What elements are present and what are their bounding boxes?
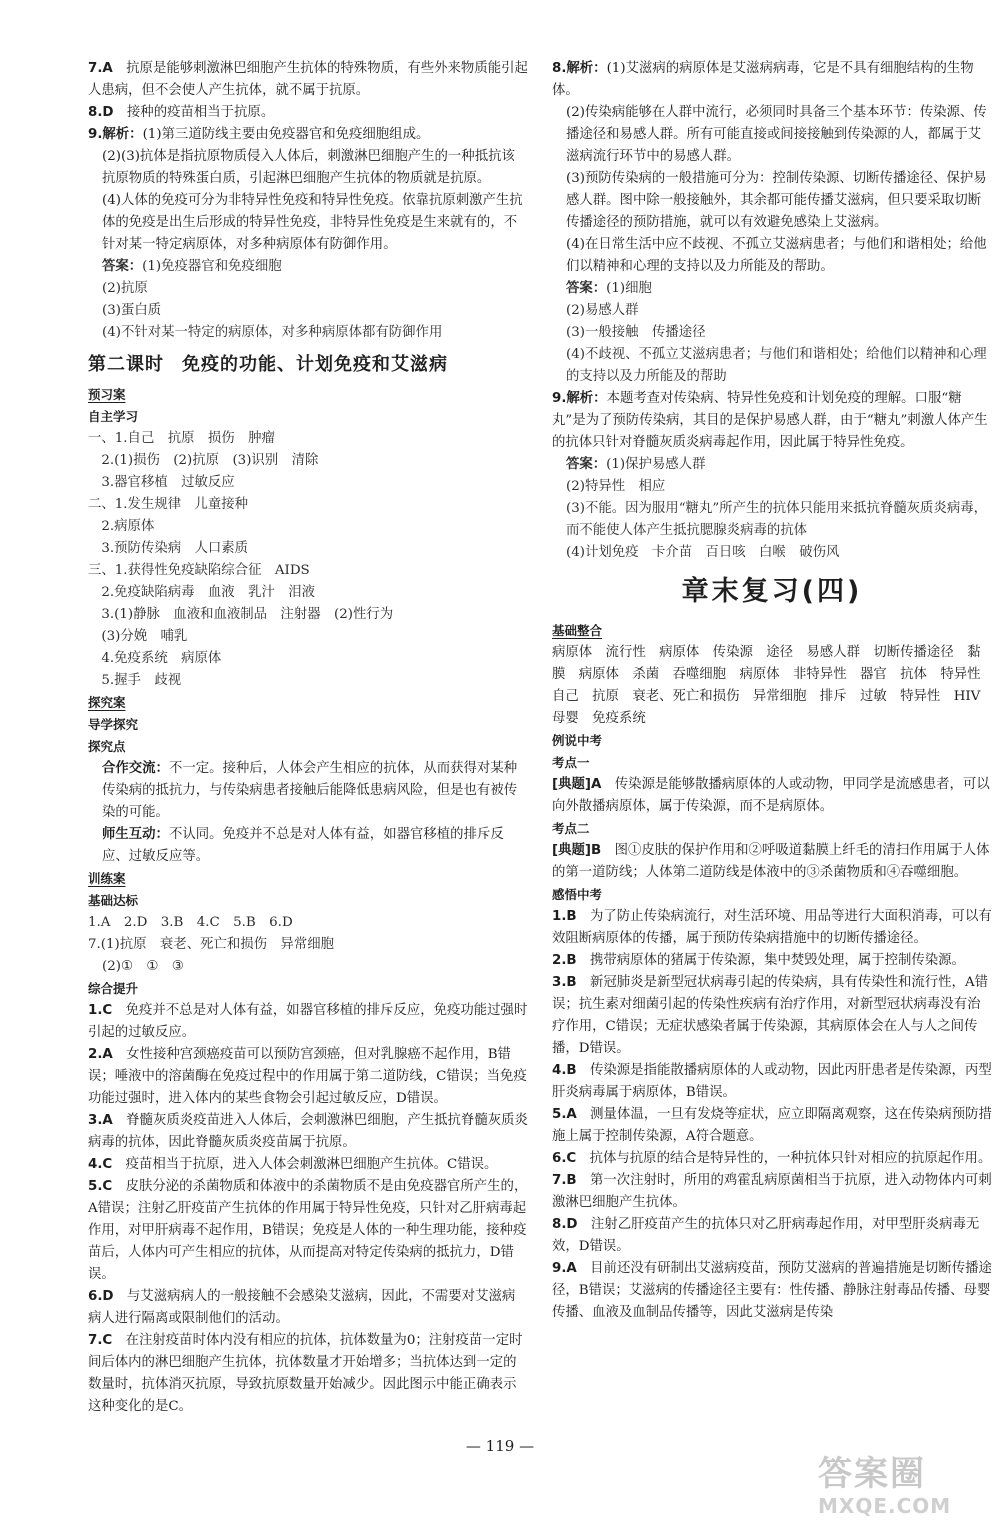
coop-text: 不一定。接种后，人体会产生相应的抗体，从而获得对某种传染病的抵抗力，与传染病患者接触后能降低患病风险，但是也有被传染的可能。: [102, 761, 518, 820]
left-q9-answer: [88, 322, 528, 344]
feel-text: 测量体温，一旦有发烧等症状，应立即隔离观察，这在传染病预防措施上属于控制传染源，A符合题意。: [552, 1107, 992, 1144]
base-keywords: 病原体 流行性 病原体 传染源 途径 易感人群 切断传播途径 黏膜 病原体 杀菌 吞噬细胞 病原体 非特异性 器官 抗体 特异性 自己 抗原 衰老、死亡和损伤 异常细胞 排斥 过敏 特异性 HIV 母婴 免疫系统: [552, 645, 994, 726]
feel-text: 目前还没有研制出艾滋病疫苗，预防艾滋病的普遍措施是切断传播途径，B错误；艾滋病的传播途径主要有：性传播、静脉注射毒品传播、母婴传播、血液及血制品传播等，因此艾滋病是传染: [552, 1261, 992, 1320]
left-q9-answer: [88, 300, 528, 322]
right-q8-answer: [552, 322, 992, 344]
right-q8-answer: [552, 344, 992, 388]
left-q9-answer: [88, 278, 528, 300]
feel-num: 6.C: [552, 1151, 577, 1166]
feel-text: 抗体与抗原的结合是特异性的，一种抗体只针对相应的抗原起作用。: [589, 1151, 992, 1166]
right-q9-answer: [552, 542, 992, 564]
comp-title: 综合提升: [88, 981, 139, 996]
right-q9-answer: [552, 476, 992, 498]
comp-item: [88, 1000, 528, 1044]
preview-line: 2.病原体: [88, 519, 155, 534]
preview-line: 3.(1)静脉 血液和血液制品 注射器 (2)性行为: [88, 607, 394, 622]
typical-2-tag: [典题]: [552, 843, 592, 858]
feel-item: [552, 1060, 992, 1104]
comp-items: [88, 1000, 528, 1418]
right-q8-answer: [552, 278, 992, 300]
feel-item: [552, 972, 992, 1060]
q9-label: 解析：: [566, 391, 607, 406]
feel-num: 4.B: [552, 1063, 577, 1078]
watermark-logo: [818, 1454, 994, 1524]
preview-line: 三、1.获得性免疫缺陷综合征 AIDS: [88, 563, 310, 578]
comp-num: 1.C: [88, 1003, 113, 1018]
left-top-item: [88, 102, 528, 124]
typical-2: [552, 840, 992, 884]
left-top-label: 解析：: [102, 127, 143, 142]
preview-line: (3)分娩 哺乳: [88, 629, 188, 644]
feel-item: [552, 1104, 992, 1148]
feel-text: 为了防止传染病流行，对生活环境、用品等进行大面积消毒，可以有效阻断病原体的传播，属于预防传染病措施中的切断传播途径。: [552, 909, 992, 946]
right-q9-answer-text: (3)不能。因为服用“糖丸”所产生的抗体只能用来抵抗脊髓灰质炎病毒，而不能使人体产生抵抗腮腺炎病毒的抗体: [566, 501, 987, 538]
basic-line-1: 1.A 2.D 3.B 4.C 5.B 6.D: [88, 915, 293, 930]
typical-2-text: 图①皮肤的保护作用和②呼吸道黏膜上纤毛的清扫作用属于人体的第一道防线；人体第二道防线是体液中的③杀菌物质和④吞噬细胞。: [552, 843, 990, 880]
typical-1: [552, 774, 992, 818]
left-q9-answer-text: (4)不针对某一特定的病原体，对多种病原体都有防御作用: [102, 325, 443, 340]
left-q9-answer: [88, 256, 528, 278]
right-q8-answer: [552, 300, 992, 322]
left-q9-answer-text: (3)蛋白质: [102, 303, 162, 318]
right-q8-para: (3)预防传染病的一般措施可分为：控制传染源、切断传播途径、保护易感人群。图中除一般接触外，其余都可能传播艾滋病，但只要采取切断传播途径的预防措施，就可以有效避免感染上艾滋病。: [566, 171, 987, 230]
explore-section-title: 探究案: [88, 695, 126, 710]
watermark-en: MXQE.COM: [818, 1494, 952, 1518]
preview-line: 一、1.自己 抗原 损伤 肿瘤: [88, 431, 275, 446]
right-column: [552, 58, 992, 1324]
comp-text: 脊髓灰质炎疫苗进入人体后，会刺激淋巴细胞，产生抵抗脊髓灰质炎病毒的抗体，因此脊髓灰质炎疫苗属于抗原。: [88, 1113, 528, 1150]
typical-2-answer: B: [591, 843, 602, 858]
left-top-num: 7.A: [88, 61, 113, 76]
right-q8-first: [552, 58, 992, 102]
preview-line: 3.预防传染病 人口素质: [88, 541, 249, 556]
q8-number: 8.: [552, 61, 567, 76]
right-q9-answer-text: (2)特异性 相应: [566, 479, 666, 494]
comp-item: [88, 1044, 528, 1110]
left-top-num: 9.: [88, 127, 103, 142]
feel-item: [552, 906, 992, 950]
comp-text: 在注射疫苗时体内没有相应的抗体，抗体数量为0；注射疫苗一定时间后体内的淋巴细胞产生抗体，抗体数量才开始增多；当抗体达到一定的数量时，抗体消灭抗原，导致抗原数量开始减少。因此图示中能正确表示这种变化的是C。: [88, 1333, 523, 1414]
teacher-interaction: [88, 824, 528, 868]
comp-num: 4.C: [88, 1157, 113, 1172]
left-q9-analysis: [88, 146, 528, 256]
right-q9-answer-text: (1)保护易感人群: [606, 457, 706, 472]
feel-num: 1.B: [552, 909, 577, 924]
right-q8-answer-label: 答案：: [566, 281, 607, 296]
point-1: 考点一: [552, 755, 590, 770]
coop-label: 合作交流：: [102, 761, 169, 776]
left-q9-para: (4)人体的免疫可分为非特异性免疫和特异性免疫。依靠抗原刺激产生抗体的免疫是出生后形成的特异性免疫，非特异性免疫是生来就有的，不针对某一特定病原体，对多种病原体有防御作用。: [102, 193, 523, 252]
point-2: 考点二: [552, 821, 590, 836]
comp-num: 2.A: [88, 1047, 113, 1062]
guided-explore-title: 导学探究: [88, 717, 139, 732]
preview-line: 5.握手 歧视: [88, 673, 182, 688]
comp-item: [88, 1154, 528, 1176]
preview-lines: [88, 428, 528, 692]
right-q9-answers: [552, 454, 992, 564]
feel-num: 3.B: [552, 975, 577, 990]
right-q8-analysis: [552, 102, 992, 278]
self-study-title: 自主学习: [88, 409, 139, 424]
left-q9-answer-text: (2)抗原: [102, 281, 148, 296]
feel-item: [552, 1214, 992, 1258]
left-top-item: [88, 124, 528, 146]
basic-line-2: 7.(1)抗原 衰老、死亡和损伤 异常细胞: [88, 937, 334, 952]
typical-1-answer: A: [591, 777, 602, 792]
coop-exchange: [88, 758, 528, 824]
typical-1-text: 传染源是能够散播病原体的人或动物，甲同学是流感患者，可以向外散播病原体，属于传染源，而不是病原体。: [552, 777, 990, 814]
left-top-item: [88, 58, 528, 102]
left-top-items: [88, 58, 528, 146]
lesson-name: 免疫的功能、计划免疫和艾滋病: [182, 354, 448, 375]
basic-line-3: (2)① ① ③: [102, 959, 184, 974]
right-q9: [552, 388, 992, 454]
left-q9-answer-text: (1)免疫器官和免疫细胞: [142, 259, 282, 274]
right-q9-answer: [552, 498, 992, 542]
feel-text: 新冠肺炎是新型冠状病毒引起的传染病，具有传染性和流行性，A错误；抗生素对细菌引起的传染性疾病有治疗作用，对新型冠状病毒没有治疗作用，C错误；无症状感染者属于传染源，其病原体会在人与人之间传播，D错误。: [552, 975, 989, 1056]
page-number: — 119 —: [465, 1437, 535, 1455]
explore-point-title: 探究点: [88, 739, 126, 754]
left-q9-answer-label: 答案：: [102, 259, 143, 274]
feel-text: 携带病原体的猪属于传染源，集中焚毁处理，属于控制传染源。: [590, 953, 965, 968]
comp-text: 皮肤分泌的杀菌物质和体液中的杀菌物质不是由免疫器官所产生的，A错误；注射乙肝疫苗产生抗体的作用属于特异性免疫，只针对乙肝病毒起作用，对甲肝病毒不起作用，B错误；免疫是人体的一种生理功能，接种疫苗后，人体内可产生相应的抗体，从而提高对特定传染病的抵抗力，D错误。: [88, 1179, 528, 1282]
lesson-number: 第二课时: [88, 354, 164, 375]
comp-num: 5.C: [88, 1179, 113, 1194]
comp-item: [88, 1330, 528, 1418]
preview-line: 3.器官移植 过敏反应: [88, 475, 235, 490]
feel-title: 感悟中考: [552, 887, 603, 902]
preview-line: 4.免疫系统 病原体: [88, 651, 222, 666]
preview-line: 二、1.发生规律 儿童接种: [88, 497, 249, 512]
watermark-cn: 答案圈: [818, 1454, 926, 1494]
right-q9-answer: [552, 454, 992, 476]
feel-item: [552, 1258, 992, 1324]
left-top-text: (1)第三道防线主要由免疫器官和免疫细胞组成。: [142, 127, 430, 142]
teacher-label: 师生互动：: [102, 827, 169, 842]
train-section-title: 训练案: [88, 871, 126, 886]
feel-item: [552, 1148, 992, 1170]
right-q8-answers: [552, 278, 992, 388]
basic-title: 基础达标: [88, 893, 139, 908]
feel-text: 注射乙肝疫苗产生的抗体只对乙肝病毒起作用，对甲型肝炎病毒无效，D错误。: [552, 1217, 980, 1254]
comp-num: 3.A: [88, 1113, 113, 1128]
left-top-text: 接种的疫苗相当于抗原。: [126, 105, 275, 120]
preview-line: 2.(1)损伤 (2)抗原 (3)识别 清除: [88, 453, 319, 468]
feel-text: 第一次注射时，所用的鸡霍乱病原菌相当于抗原，进入动物体内可刺激淋巴细胞产生抗体。: [552, 1173, 992, 1210]
feel-item: [552, 1170, 992, 1214]
comp-item: [88, 1110, 528, 1154]
feel-item: [552, 950, 992, 972]
comp-text: 女性接种宫颈癌疫苗可以预防宫颈癌，但对乳腺癌不起作用，B错误；唾液中的溶菌酶在免疫过程中的作用属于第二道防线，C错误；当免疫功能过强时，进入体内的某些食物会引起过敏反应，D错误。: [88, 1047, 527, 1106]
teacher-text: 不认同。免疫并不总是对人体有益，如器官移植的排斥反应、过敏反应等。: [102, 827, 504, 864]
feel-num: 7.B: [552, 1173, 577, 1188]
q9-number: 9.: [552, 391, 567, 406]
feel-text: 传染源是指能散播病原体的人或动物，因此丙肝患者是传染源，丙型肝炎病毒属于病原体，B错误。: [552, 1063, 992, 1100]
left-column: [88, 58, 528, 1418]
right-q8-para: (2)传染病能够在人群中流行，必须同时具备三个基本环节：传染源、传播途径和易感人群。所有可能直接或间接接触到传染源的人，都属于艾滋病流行环节中的易感人群。: [566, 105, 987, 164]
left-q9-para: (2)(3)抗体是指抗原物质侵入人体后，刺激淋巴细胞产生的一种抵抗该抗原物质的特殊蛋白质，引起淋巴细胞产生抗体的物质就是抗原。: [102, 149, 515, 186]
right-q9-answer-label: 答案：: [566, 457, 607, 472]
comp-text: 免疫并不总是对人体有益，如器官移植的排斥反应，免疫功能过强时引起的过敏反应。: [88, 1003, 528, 1040]
q9-text: 本题考查对传染病、特异性免疫和计划免疫的理解。口服“糖丸”是为了预防传染病，其目的是保护易感人群，由于“糖丸”刺激人体产生的抗体只针对脊髓灰质炎病毒起作用，因此属于特异性免疫。: [552, 391, 988, 450]
right-q8-answer-text: (1)细胞: [606, 281, 652, 296]
base-section-title: 基础整合: [552, 623, 603, 638]
comp-item: [88, 1286, 528, 1330]
lesson-title: [88, 350, 528, 380]
right-q9-answer-text: (4)计划免疫 卡介苗 百日咳 白喉 破伤风: [566, 545, 840, 560]
comp-num: 6.D: [88, 1289, 114, 1304]
comp-text: 与艾滋病病人的一般接触不会感染艾滋病，因此，不需要对艾滋病病人进行隔离或限制他们的活动。: [88, 1289, 516, 1326]
feel-num: 5.A: [552, 1107, 577, 1122]
left-top-text: 抗原是能够刺激淋巴细胞产生抗体的特殊物质，有些外来物质能引起人患病，但不会使人产生抗体，就不属于抗原。: [88, 61, 528, 98]
comp-num: 7.C: [88, 1333, 113, 1348]
q8-label: 解析：: [566, 61, 607, 76]
right-q8-answer-text: (3)一般接触 传播途径: [566, 325, 706, 340]
feel-items: [552, 906, 992, 1324]
right-q8-answer-text: (2)易感人群: [566, 303, 639, 318]
comp-item: [88, 1176, 528, 1286]
feel-num: 9.A: [552, 1261, 577, 1276]
feel-num: 8.D: [552, 1217, 578, 1232]
chapter-title: 章末复习(四): [681, 576, 863, 607]
typical-1-tag: [典题]: [552, 777, 592, 792]
feel-num: 2.B: [552, 953, 577, 968]
left-top-num: 8.D: [88, 105, 114, 120]
exam-title: 例说中考: [552, 733, 603, 748]
q8-first-text: (1)艾滋病的病原体是艾滋病病毒，它是不具有细胞结构的生物体。: [552, 61, 974, 98]
right-q8-para: (4)在日常生活中应不歧视、不孤立艾滋病患者；与他们和谐相处；给他们以精神和心理的支持以及力所能及的帮助。: [566, 237, 987, 274]
comp-text: 疫苗相当于抗原，进入人体会刺激淋巴细胞产生抗体。C错误。: [125, 1157, 498, 1172]
preview-line: 2.免疫缺陷病毒 血液 乳汁 泪液: [88, 585, 316, 600]
left-q9-answers: [88, 256, 528, 344]
preview-section-title: 预习案: [88, 387, 126, 402]
right-q8-answer-text: (4)不歧视、不孤立艾滋病患者；与他们和谐相处；给他们以精神和心理的支持以及力所能及的帮助: [566, 347, 987, 384]
